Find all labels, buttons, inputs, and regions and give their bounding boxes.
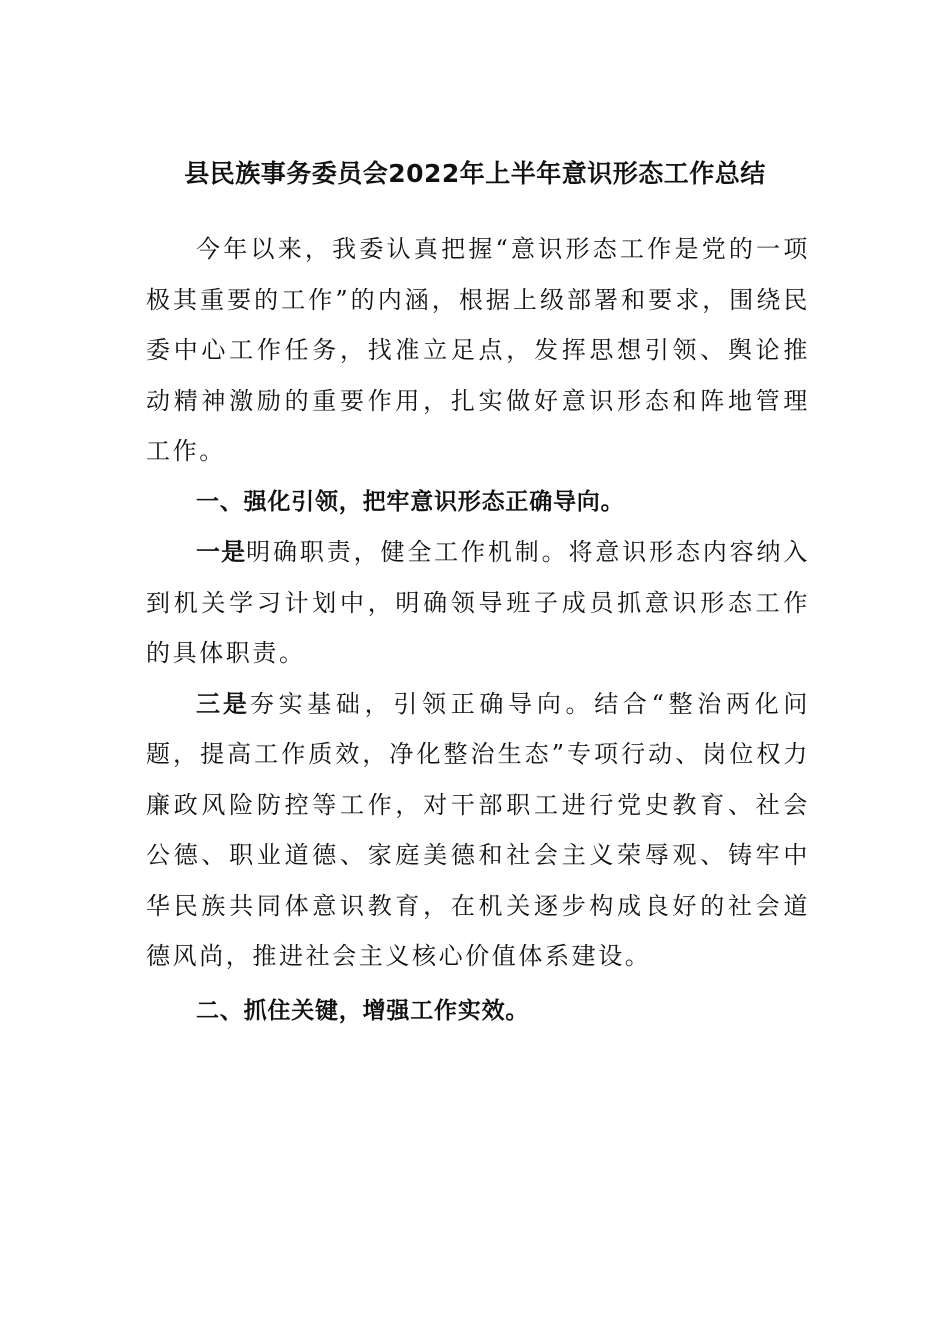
item-text: 夯实基础，引领正确导向。结合“整治两化问题，提高工作质效，净化整治生态”专项行动、岗位权力廉政风险防控等工作，对干部职工进行党史教育、社会公德、职业道德、家庭美德和社会主义荣辱观、铸牢中华民族共同体意识教育，在机关逐步构成良好的社会道德风尚，推进社会主义核心价值体系建设。 bbox=[146, 689, 810, 970]
section-heading-2: 二、抓住关键，增强工作实效。 bbox=[196, 997, 530, 1024]
item-lead: 一是 bbox=[196, 538, 247, 566]
item-text: 明确职责，健全工作机制。将意识形态内容纳入到机关学习计划中，明确领导班子成员抓意识形态工作的具体职责。 bbox=[146, 538, 810, 667]
section1-item-3 bbox=[146, 679, 810, 982]
document-body bbox=[146, 224, 810, 1036]
section-heading-1: 一、强化引领，把牢意识形态正确导向。 bbox=[196, 488, 625, 515]
section1-item-1 bbox=[146, 527, 810, 679]
document-title: 县民族事务委员会2022年上半年意识形态工作总结 bbox=[184, 159, 766, 188]
intro-paragraph: 今年以来，我委认真把握“意识形态工作是党的一项极其重要的工作”的内涵，根据上级部署和要求，围绕民委中心工作任务，找准立足点，发挥思想引领、舆论推动精神激励的重要作用，扎实做好意识形态和阵地管理工作。 bbox=[146, 235, 810, 465]
item-lead: 三是 bbox=[196, 689, 250, 718]
